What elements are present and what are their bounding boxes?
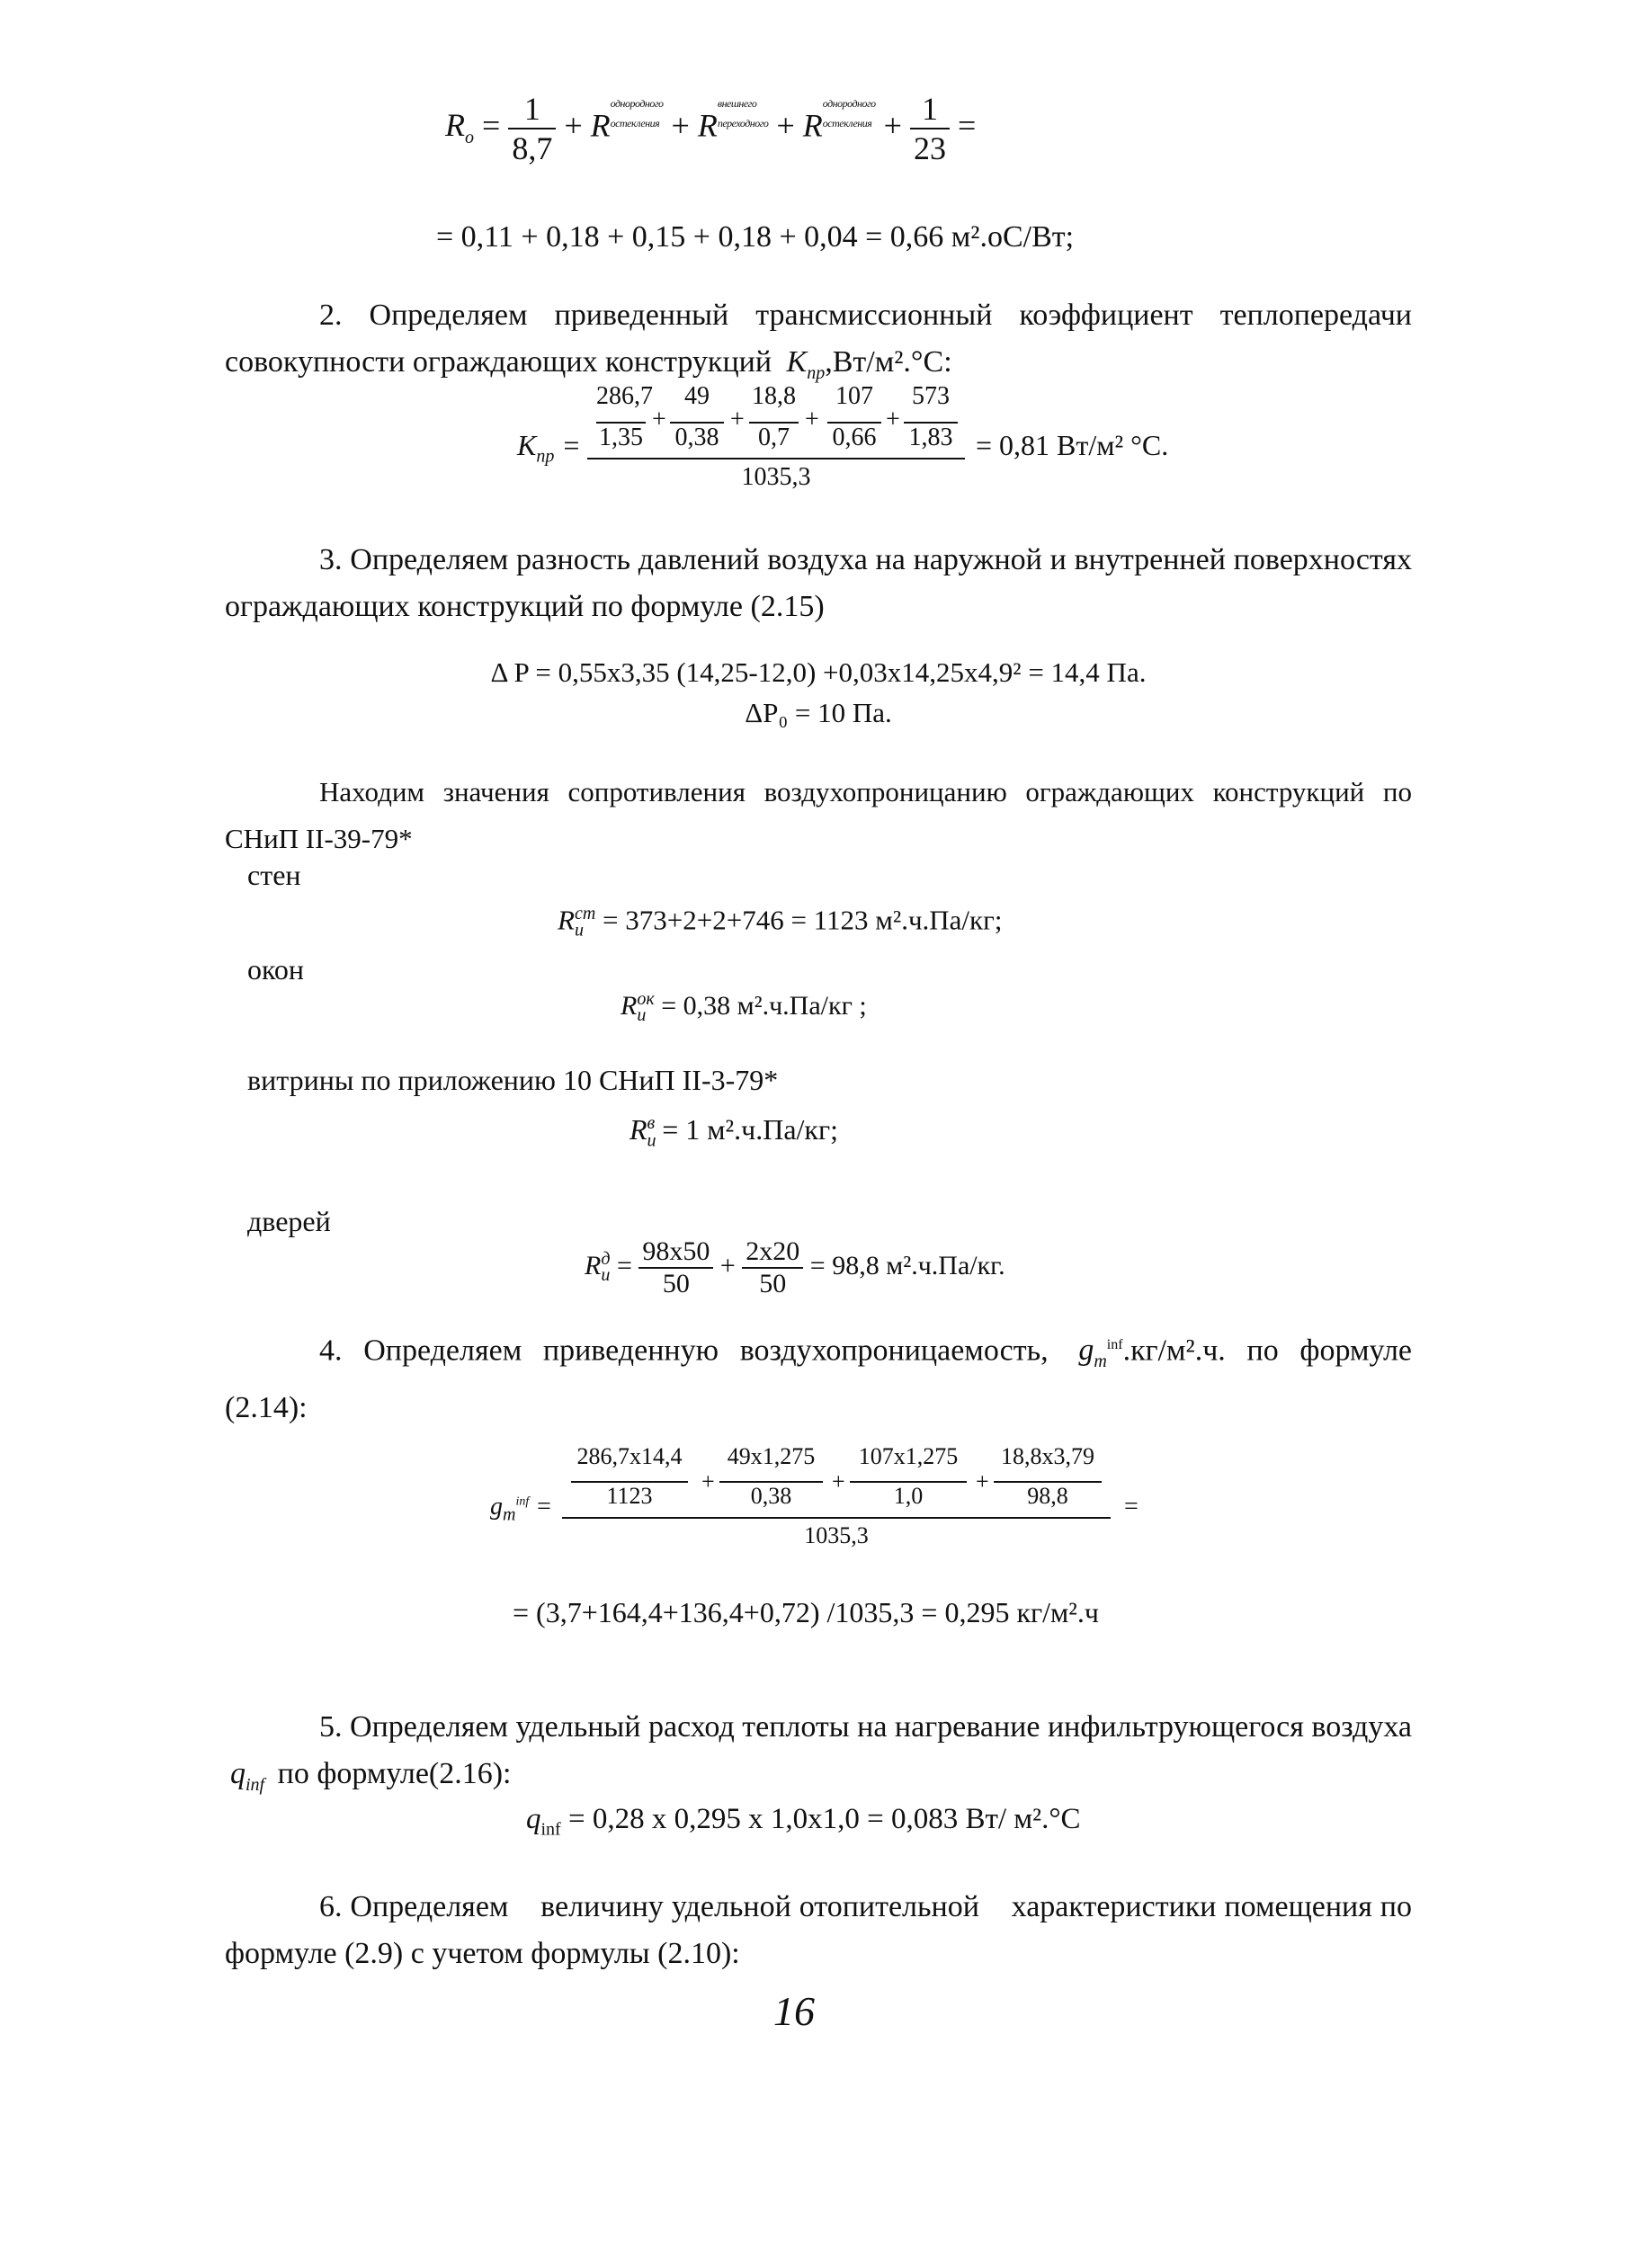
- equation-g: $g_m^{inf}$ = 286,7x14,4 1123 + 49x1,275 0,38 + 107x1,275 1,0 + 18,8x3,79 98,8 1035,3 =: [490, 1443, 1139, 1548]
- paragraph-find: Находим значения сопротивления воздухопроницанию ограждающих конструкций по СНиП II-39-79*: [225, 776, 1412, 854]
- page-number: 16: [773, 1988, 815, 2034]
- equation-delta-p: Δ P = 0,55x3,35 (14,25-12,0) +0,03x14,25x4,9² = 14,4 Па.: [490, 656, 1147, 688]
- formula-doors: $R_и^д$ = $\frac{98x50}{50}$ + $\frac{2x20}{50}$ = 98,8 м².ч.Па/кг.: [585, 1236, 1005, 1298]
- equation-qinf: $q_{inf} = 0,28$ x 0,295 x 1,0x1,0 = 0,083 Вт/ м².°С: [526, 1803, 1081, 1840]
- paragraph-4: 4. Определяем приведенную воздухопроницаемость, $g_m^{inf}.кг/м^2.ч$. по формуле (2.14):: [225, 1334, 1413, 1425]
- equation-r0: $R_o$ = $\frac{1}{8,7}$ + Rоднородного остекления + Rвнешнего переходного + Rоднородного остекления + $\frac{1}{23}$ =: [445, 91, 977, 166]
- label-doors: дверей: [247, 1205, 331, 1237]
- label-vitrines: витрины по приложению 10 СНиП II-3-79*: [247, 1064, 779, 1096]
- paragraph-6: 6. Определяем величину удельной отопительной характеристики помещения по формуле (2.9) с учетом формулы (2.10):: [225, 1890, 1420, 1970]
- equation-r0-result: = 0,11 + 0,18 + 0,15 + 0,18 + 0,04 = 0,66 м².оС/Вт;: [436, 220, 1075, 254]
- fraction-1-23: $\frac{1}{23}$: [910, 90, 950, 167]
- paragraph-2: 2. Определяем приведенный трансмиссионный коэффициент теплопередачи совокупности ограждающих конструкций $K_{пр},Вт/м^2.^\circ С$:: [225, 299, 1412, 383]
- equation-delta-p0: ΔP₀ = 10 Па.: [745, 697, 892, 728]
- fraction-1-8-7: $\frac{1}{8,7}$: [508, 90, 556, 167]
- formula-walls: $R_и^{ст} = 373+2+2+746 = 1123$ м².ч.Па/кг;: [558, 904, 1003, 941]
- paragraph-3: 3. Определяем разность давлений воздуха на наружной и внутренней поверхностях ограждающих конструкций по формуле (2.15): [225, 543, 1412, 623]
- formula-vitrines: $R_и^в = 1$ м².ч.Па/кг;: [630, 1113, 838, 1151]
- equation-kpr: $K_{пр}$ = 286,7 1,35 + 49 0,38 + 18,8 0,7 + 107 0,66 + 573 1,83 1035,3 = 0,81 Вт/м² °С.: [517, 382, 1169, 491]
- label-walls: стен: [247, 859, 301, 891]
- equation-g-result: = (3,7+164,4+136,4+0,72) /1035,3 = 0,295 кг/м².ч: [513, 1596, 1099, 1628]
- r0-symbol: R: [445, 107, 465, 144]
- label-windows: окон: [247, 953, 305, 986]
- formula-windows: $R_и^{ок} = 0,38$ м².ч.Па/кг ;: [621, 989, 867, 1025]
- paragraph-5: 5. Определяем удельный расход теплоты на нагревание инфильтрующегося воздуха $q_{inf}$ по формуле(2.16):: [230, 1710, 1412, 1795]
